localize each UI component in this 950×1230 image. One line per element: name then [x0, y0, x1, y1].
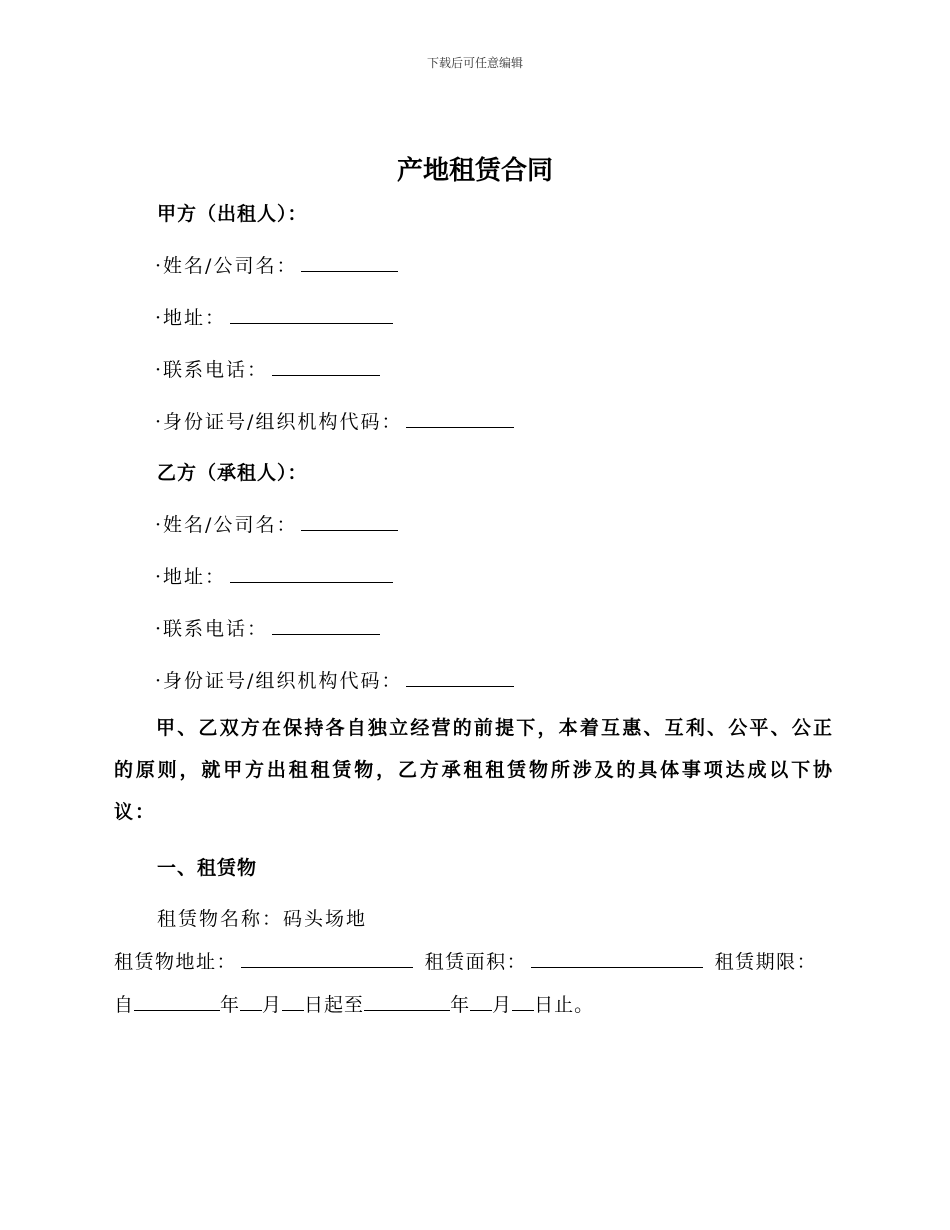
end-day-blank[interactable]	[512, 990, 534, 1011]
party-b-address-row	[155, 562, 397, 589]
party-a-heading: 甲方（出租人）：	[157, 203, 308, 225]
party-b-address-label: ·地址：	[155, 566, 227, 588]
page-title: 产地租赁合同	[396, 156, 553, 186]
party-a-name-label: ·姓名/公司名：	[155, 255, 298, 277]
party-b-name-row	[155, 510, 402, 537]
party-a-address-blank[interactable]	[230, 303, 393, 324]
start-day-label: 日起至	[304, 994, 365, 1016]
party-b-name-label: ·姓名/公司名：	[155, 514, 298, 536]
start-month-blank[interactable]	[240, 990, 262, 1011]
term-from-label: 自	[114, 994, 135, 1016]
party-a-address-label: ·地址：	[155, 307, 227, 329]
lease-address-blank[interactable]	[241, 947, 413, 968]
party-b-id-blank[interactable]	[406, 666, 514, 687]
lease-details-row	[114, 947, 817, 974]
lease-term-label: 租赁期限：	[714, 951, 818, 973]
party-a-id-blank[interactable]	[406, 407, 514, 428]
end-year-label: 年	[450, 994, 471, 1016]
end-day-label: 日止。	[534, 994, 595, 1016]
start-year-label: 年	[220, 994, 241, 1016]
start-year-blank[interactable]	[134, 990, 220, 1011]
party-b-phone-row	[155, 614, 384, 641]
party-a-phone-blank[interactable]	[272, 355, 380, 376]
party-a-id-row	[155, 407, 518, 434]
party-b-name-blank[interactable]	[301, 510, 398, 531]
end-month-blank[interactable]	[470, 990, 492, 1011]
party-b-heading: 乙方（承租人）：	[157, 462, 308, 484]
end-month-label: 月	[492, 994, 513, 1016]
party-b-phone-blank[interactable]	[272, 614, 380, 635]
party-b-id-label: ·身份证号/组织机构代码：	[155, 670, 403, 692]
lease-term-row	[114, 990, 594, 1017]
party-a-name-blank[interactable]	[301, 251, 398, 272]
party-a-address-row	[155, 303, 397, 330]
party-b-address-blank[interactable]	[230, 562, 393, 583]
party-a-id-label: ·身份证号/组织机构代码：	[155, 411, 403, 433]
start-day-blank[interactable]	[282, 990, 304, 1011]
header-note: 下载后可任意编辑	[426, 56, 523, 70]
party-a-phone-row	[155, 355, 384, 382]
party-a-name-row	[155, 251, 402, 278]
start-month-label: 月	[262, 994, 283, 1016]
party-b-phone-label: ·联系电话：	[155, 618, 269, 640]
party-b-id-row	[155, 666, 518, 693]
lease-address-label: 租赁物地址：	[114, 951, 238, 973]
intro-paragraph: 甲、乙双方在保持各自独立经营的前提下，本着互惠、互利、公平、公正的原则，就甲方出租租赁物，乙方承租租赁物所涉及的具体事项达成以下协议：	[114, 717, 834, 823]
lease-area-label: 租赁面积：	[424, 951, 528, 973]
end-year-blank[interactable]	[364, 990, 450, 1011]
section-1-heading: 一、租赁物	[157, 857, 258, 879]
lease-area-blank[interactable]	[531, 947, 703, 968]
party-a-phone-label: ·联系电话：	[155, 359, 269, 381]
lease-item-name: 租赁物名称：码头场地	[157, 908, 368, 930]
